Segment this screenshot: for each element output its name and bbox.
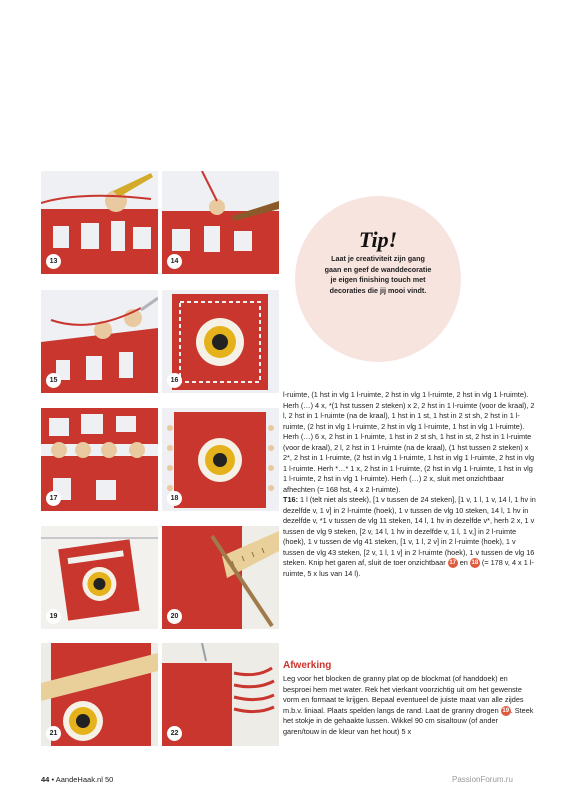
- tip-title: Tip!: [358, 227, 398, 252]
- photo-ref: 17: [449, 560, 457, 567]
- photo-14: [162, 171, 279, 274]
- step-number: 16: [167, 373, 182, 388]
- step-number: 18: [167, 491, 182, 506]
- photo-21: [41, 643, 158, 746]
- afwerking-text-part: . Steek het stokje in de gehaakte lussen. Wikkel 90 cm sisaltouw (of ander garen/touw in de kleur van het hout) 5 x: [283, 705, 534, 736]
- afwerking-text: [283, 674, 536, 738]
- tip-circle: [295, 196, 461, 362]
- photo-13: [41, 171, 158, 274]
- t16-end-text: (= 178 v, 4 x 1 l-ruimte, 5 x lus van 14 l).: [283, 558, 534, 578]
- photo-17: [41, 408, 158, 511]
- tip-text: Laat je creativiteit zijn gang gaan en geef de wanddecoratie je eigen finishing touch met decoraties die jij mooi vindt.: [324, 254, 432, 295]
- page-footer: [41, 775, 113, 784]
- instructions-text: [283, 390, 536, 579]
- step-number: 19: [46, 609, 61, 624]
- photo-15: [41, 290, 158, 393]
- step-number: 17: [46, 491, 61, 506]
- photo-ref: 19: [502, 707, 510, 714]
- step-number: 20: [167, 609, 182, 624]
- t16-label: T16:: [283, 495, 299, 504]
- footer-bullet: •: [51, 775, 55, 784]
- step-number: 21: [46, 726, 61, 741]
- step-number: 22: [167, 726, 182, 741]
- step-number: 13: [46, 254, 61, 269]
- t16-paragraph: [283, 495, 536, 579]
- watermark: PassionForum.ru: [452, 775, 513, 784]
- photo-22: [162, 643, 279, 746]
- connector-text: en: [457, 558, 470, 567]
- photo-ref: 18: [471, 560, 479, 567]
- instructions-paragraph: l-ruimte, (1 hst in vlg 1 l-ruimte, 2 hst in vlg 1 l-ruimte, 2 hst in vlg 1 l-ruimte). Herh (…) 4 x, *(1 hst tussen 2 steken) x 2, 2 hst in 1 l-ruimte (voor de kraal), 2 l, 2 hst in 1 l-ruimte (na de kraal), 1 hst in 1 st, 1 hst in 2 st sh, 2 hst in 1 l-ruimte, (2 hst in vlg 1 l-ruimte, 2 hst in vlg 1 l-ruimte, 1 hst in vlg 1 l-ruimte). Herh (…) 6 x, 2 hst in 1 l-ruimte, 1 hst in 2 st sh, 1 hst in st, 2 hst in 1 l-ruimte (voor de kraal), 2 l, 2 hst in 1 l-ruimte (na de kraal), (1 hst tussen 2 steken) x 2*, 2 hst in 1 l-ruimte, (2 hst in vlg 1 l-ruimte, 1 hst in vlg 1 l-ruimte, 2 hst in vlg 1 l-ruimte. Herh *…* 1 x, 2 hst in 1 l-ruimte, (2 hst in vlg 1 l-ruimte, 1 hst in vlg 1 l-ruimte, 2 hst in vlg 1 l-ruimte). Herh (…) 2 x, sluit met onzichtbaar afhechten (= 168 hst, 4 x 2 l-ruimte).: [283, 390, 535, 494]
- magazine-name: AandeHaak.nl 50: [55, 775, 114, 784]
- t16-text: 1 l (telt niet als steek), [1 v tussen de 24 steken], [1 v, 1 l, 1 v, 14 l, 1 hv in dezelfde v, 1 v] in 2 l-ruimte (hoek), 1 v tussen de vlg 10 steken, 14 l, 1 hv in dezelfde v, *1 v tussen de vlg 11 steken, 14 l, 1 hv in dezelfde v*, herh 2 x, 1 v tussen de vlg 9 steken, [2 v, 14 l, 1 hv in dezelfde v, 1 l, 1 v,] in 2 l-ruimte (hoek), 1 v tussen de vlg 41 steken, [1 v, 1 l, 2 v] in 2 l-ruimte (hoek), 1 v tussen de vlg 43 steken, [2 v, 1 l, 1 v] in 2 l-ruimte (hoek), 1 v tussen de vlg 16 steken. Knip het garen af, sluit de toer onzichtbaar: [283, 495, 536, 567]
- afwerking-text-part: Leg voor het blocken de granny plat op de blockmat (of handdoek) en besproei hem met water. Rek het vierkant voorzichtig uit om het gewenste vorm en formaat te krijgen. Bepaal eventueel de juiste maat van alle zijdes m.b.v. liniaal. Plaats spelden langs de rand. Laat de granny drogen: [283, 674, 524, 715]
- step-number: 14: [167, 254, 182, 269]
- section-heading: Afwerking: [283, 660, 332, 671]
- step-number: 15: [46, 373, 61, 388]
- page-number: 44: [41, 775, 50, 784]
- photo-20: [162, 526, 279, 629]
- photo-16: [162, 290, 279, 393]
- photo-19: [41, 526, 158, 629]
- photo-18: [162, 408, 279, 511]
